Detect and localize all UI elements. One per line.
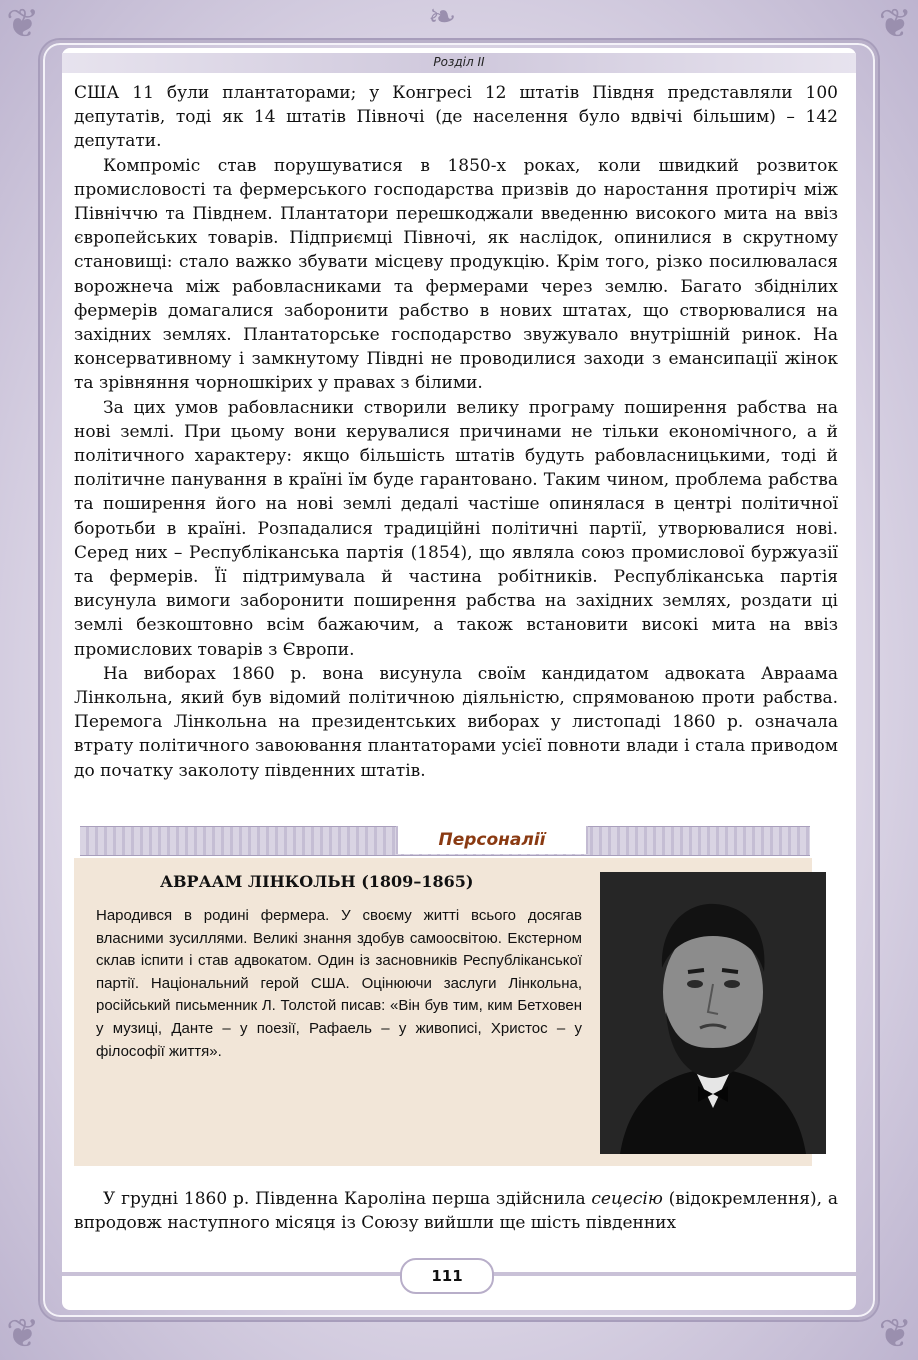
corner-ornament-icon: ❦ — [6, 1311, 40, 1357]
main-text — [74, 81, 838, 783]
paragraph-5-italic-term: сецесію — [591, 1189, 663, 1209]
paragraph-5 — [74, 1187, 838, 1235]
paragraph-1: США 11 були плантаторами; у Конгресі 12 штатів Півдня представляли 100 депутатів, тоді як 14 штатів Півночі (де населення було вдвічі більшим) – 142 депутати. — [74, 83, 838, 152]
section-label: Розділ ІІ — [433, 55, 485, 69]
person-name: АВРААМ ЛІНКОЛЬН (1809–1865) — [160, 872, 474, 891]
portrait-icon — [600, 872, 826, 1154]
corner-ornament-icon: ❦ — [6, 1, 40, 47]
personalii-title: Персоналії — [396, 826, 588, 854]
paragraph-3: За цих умов рабовласники створили велику програму поширення рабства на нові землі. При цьому вони керувалися причинами не тільки економічного, а й політичного характеру: якщо більшість штатів будуть рабовласницькими, тоді й політичне панування в країні їм буде гарантовано. Таким чином, проблема рабства та поширення його на нові землі дедалі частіше опинялася в центрі політичної боротьби в країні. Розпадалися традиційні політичні партії, утворювалися нові. Серед них – Республіканська партія (1854), що являла союз промислової буржуазії та фермерів. Її підтримувала й частина робітників. Республіканська партія висунула вимоги заборонити поширення рабства на західних землях, роздати ці землі безкоштовно всім бажаючим, а також встановити високі мита на ввіз промислових товарів з Європи. — [74, 397, 838, 660]
paragraph-4: На виборах 1860 р. вона висунула своїм кандидатом адвоката Авраама Лінкольна, який був відомий політичною діяльністю, спрямованою проти рабства. Перемога Лінкольна на президентських виборах у листопаді 1860 р. означала втрату політичного завоювання плантаторами усієї повноти влади і стала приводом до початку заколоту південних штатів. — [74, 663, 838, 781]
person-bio: Народився в родині фермера. У своєму житті всього досягав власними зусиллями. Великі знання здобув самоосвітою. Екстерном склав іспити і став адвокатом. Один із засновників Республіканської партії. Національний герой США. Оцінюючи заслуги Лінкольна, російський письменник Л. Толстой писав: «Він був тим, ким Бетховен у музиці, Данте – у поезії, Рафаель – у живописі, Христос – у філософії життя». — [96, 907, 582, 1060]
paragraph-2: Компроміс став порушуватися в 1850-х роках, коли швидкий розвиток промисловості та фермерського господарства призвів до наростання протиріч між Північчю та Півднем. Плантатори перешкоджали введенню високого мита на ввіз європейських товарів. Підприємці Півночі, як наслідок, опинилися в скрутному становищі: стало важко збувати місцеву продукцію. Крім того, різко посилювалася ворожнеча між рабовласниками та фермерами через землю. Багато збіднілих фермерів домагалися заборонити рабство в нових штатах, що створювалися на західних землях. Плантаторське господарство звужувало внутрішній ринок. На консервативному і замкнутому Півдні не проводилися заходи з емансипації жінок та зрівняння чорношкірих у правах з білими. — [74, 155, 838, 394]
portrait-photo — [600, 872, 826, 1154]
page-number: 111 — [400, 1258, 494, 1294]
paragraph-5-part-2: (відокремлення), а впродовж наступного місяця із Союзу вийшли ще шість південних — [74, 1189, 839, 1234]
corner-ornament-icon: ❦ — [878, 1311, 912, 1357]
corner-ornament-icon: ❦ — [878, 1, 912, 47]
final-text — [74, 1187, 838, 1235]
paragraph-5-part-1: У грудні 1860 р. Південна Кароліна перша здійснила — [103, 1189, 592, 1209]
top-ornament-icon: ❧ — [428, 0, 457, 37]
